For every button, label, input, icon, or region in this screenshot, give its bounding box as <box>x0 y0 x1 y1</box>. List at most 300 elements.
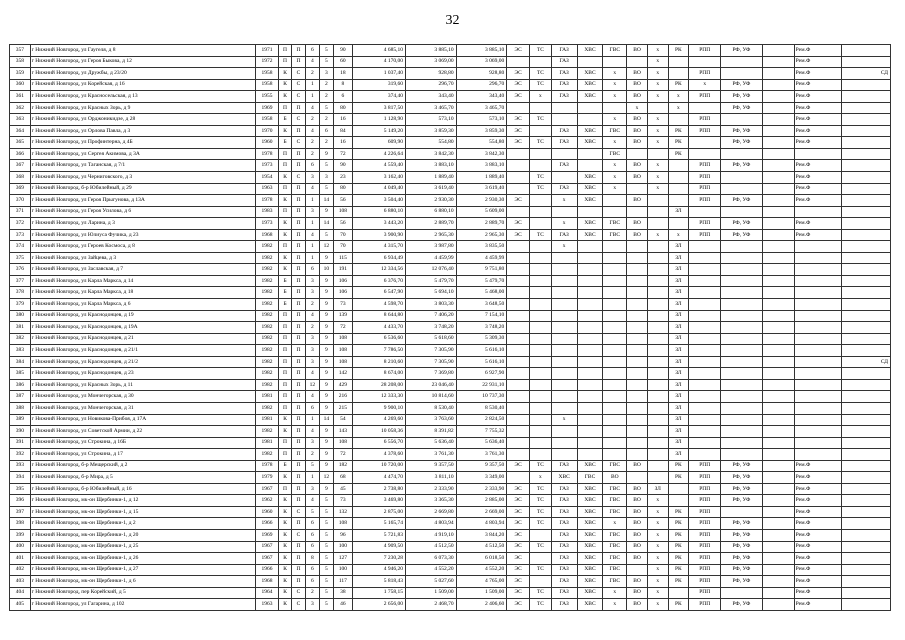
table-cell: РПП <box>689 483 721 495</box>
table-cell: РФ, УФ <box>721 125 762 137</box>
table-cell <box>721 206 762 218</box>
table-cell: 2 824,50 <box>456 414 507 426</box>
table-cell: П <box>292 45 305 57</box>
table-cell <box>507 310 530 322</box>
table-cell: 1982 <box>256 264 279 276</box>
table-cell <box>530 195 552 207</box>
table-cell: 4 803,94 <box>456 518 507 530</box>
table-cell: Рем.Ф <box>794 472 842 484</box>
table-cell: 4 378,60 <box>353 449 406 461</box>
table-cell: П <box>278 437 291 449</box>
table-cell: 90 <box>333 160 353 172</box>
table-cell <box>842 160 891 172</box>
table-cell: 182 <box>333 460 353 472</box>
table-cell <box>762 183 794 195</box>
table-cell <box>689 356 721 368</box>
table-cell: К <box>278 125 291 137</box>
table-cell: г Нижний Новгород, мк-он Щербинки-1, д 27 <box>30 564 255 576</box>
table-cell: С <box>292 599 305 611</box>
table-cell: П <box>292 287 305 299</box>
table-row <box>10 333 891 345</box>
table-cell: К <box>278 264 291 276</box>
table-cell <box>794 241 842 253</box>
table-cell <box>530 160 552 172</box>
table-cell: х <box>647 541 668 553</box>
table-cell <box>721 310 762 322</box>
table-cell: 3 811,10 <box>405 472 456 484</box>
table-cell: 362 <box>10 102 31 114</box>
table-cell: ВО <box>627 114 648 126</box>
table-cell: П <box>292 275 305 287</box>
table-cell <box>551 426 577 438</box>
table-cell: С <box>292 114 305 126</box>
table-cell <box>842 368 891 380</box>
table-cell <box>721 449 762 461</box>
table-cell: х <box>647 137 668 149</box>
table-cell: 9 <box>320 368 333 380</box>
table-cell <box>842 125 891 137</box>
table-cell: РФ, УФ <box>721 576 762 588</box>
table-cell: 1982 <box>256 252 279 264</box>
table-cell <box>530 437 552 449</box>
table-cell: 369 <box>10 183 31 195</box>
table-cell: г Нижний Новгород, ул Краснодонцев, д 19 <box>30 310 255 322</box>
table-cell: 374,40 <box>353 91 406 103</box>
table-cell: 1969 <box>256 102 279 114</box>
table-cell <box>530 333 552 345</box>
table-cell: К <box>278 426 291 438</box>
table-cell <box>689 322 721 334</box>
table-cell: РПП <box>689 45 721 57</box>
table-cell: 12 <box>305 379 319 391</box>
table-cell: К <box>278 252 291 264</box>
table-cell: 1968 <box>256 229 279 241</box>
table-cell: РПП <box>689 506 721 518</box>
table-cell: 377 <box>10 275 31 287</box>
table-cell: 5 <box>320 56 333 68</box>
table-cell: ХВС <box>577 541 603 553</box>
table-cell: х <box>647 599 668 611</box>
table-cell: х <box>603 68 627 80</box>
table-cell <box>842 495 891 507</box>
table-cell: г Нижний Новгород, мк-он Щербинки-1, д 6 <box>30 576 255 588</box>
table-cell <box>842 45 891 57</box>
table-cell <box>842 56 891 68</box>
table-cell: ХВС <box>577 137 603 149</box>
table-cell <box>762 68 794 80</box>
table-cell <box>603 241 627 253</box>
table-cell: РК <box>668 472 689 484</box>
table-cell <box>721 183 762 195</box>
table-cell: П <box>278 483 291 495</box>
table-cell: К <box>278 576 291 588</box>
table-row <box>10 449 891 461</box>
table-cell <box>762 252 794 264</box>
table-cell: 429 <box>333 379 353 391</box>
table-cell <box>577 379 603 391</box>
table-cell: С <box>292 137 305 149</box>
table-cell <box>794 379 842 391</box>
table-cell <box>603 449 627 461</box>
table-cell: 9 <box>320 356 333 368</box>
table-cell: Рем.Ф <box>794 137 842 149</box>
table-cell <box>530 102 552 114</box>
table-cell: РПП <box>689 160 721 172</box>
table-cell: С <box>292 172 305 184</box>
table-cell <box>794 333 842 345</box>
table-cell: ЭС <box>507 460 530 472</box>
table-cell: К <box>278 506 291 518</box>
table-cell: П <box>278 102 291 114</box>
table-cell: 28 208,00 <box>353 379 406 391</box>
table-cell: ХВС <box>577 483 603 495</box>
table-cell: РК <box>668 125 689 137</box>
table-cell <box>842 195 891 207</box>
table-cell <box>721 287 762 299</box>
table-cell: 10 058,36 <box>353 426 406 438</box>
table-cell <box>668 218 689 230</box>
table-cell: 5 <box>320 518 333 530</box>
table-cell: 9 <box>320 402 333 414</box>
table-cell: 90 <box>333 45 353 57</box>
table-cell: 2 669,80 <box>405 506 456 518</box>
table-cell: РПП <box>689 460 721 472</box>
table-cell: РФ, УФ <box>721 495 762 507</box>
table-row <box>10 356 891 368</box>
table-cell: ЭС <box>507 483 530 495</box>
table-cell: х <box>603 114 627 126</box>
table-cell: 6 073,30 <box>405 553 456 565</box>
table-cell: 8 530,40 <box>405 402 456 414</box>
page-number: 32 <box>445 13 460 28</box>
table-cell <box>647 391 668 403</box>
table-cell <box>721 414 762 426</box>
table-cell: 9 357,50 <box>405 460 456 472</box>
table-cell <box>668 68 689 80</box>
table-cell: 2 468,70 <box>405 599 456 611</box>
table-cell: 9 <box>320 426 333 438</box>
table-cell: 1981 <box>256 391 279 403</box>
table-cell: 3 748,20 <box>456 322 507 334</box>
table-cell: 4 919,10 <box>405 529 456 541</box>
table-cell: 3 465,70 <box>405 102 456 114</box>
table-cell: П <box>292 56 305 68</box>
table-cell <box>842 460 891 472</box>
table-row <box>10 264 891 276</box>
table-cell: 2 <box>305 68 319 80</box>
table-cell: ЭС <box>507 599 530 611</box>
table-cell <box>530 414 552 426</box>
table-cell: 2 965,30 <box>456 229 507 241</box>
table-cell: Рем.Ф <box>794 529 842 541</box>
table-cell: 73 <box>333 495 353 507</box>
table-cell: 2 <box>320 79 333 91</box>
table-cell <box>577 56 603 68</box>
table-cell: 5 <box>320 599 333 611</box>
table-cell: 1978 <box>256 148 279 160</box>
table-cell: 4 909,50 <box>353 541 406 553</box>
table-cell: 398 <box>10 518 31 530</box>
table-cell <box>762 495 794 507</box>
table-cell <box>603 264 627 276</box>
table-cell: ВО <box>627 160 648 172</box>
table-cell <box>507 472 530 484</box>
table-cell: ХВС <box>577 229 603 241</box>
table-cell <box>577 264 603 276</box>
table-cell: 1 <box>305 218 319 230</box>
table-cell: 100 <box>333 564 353 576</box>
table-cell: 2 <box>305 148 319 160</box>
table-cell: 319,60 <box>353 79 406 91</box>
table-cell <box>577 160 603 172</box>
table-cell: 1978 <box>256 460 279 472</box>
table-cell: 1960 <box>256 506 279 518</box>
table-cell: ВО <box>627 576 648 588</box>
table-cell <box>762 529 794 541</box>
table-cell: 1 <box>305 79 319 91</box>
table-cell: Рем.Ф <box>794 587 842 599</box>
table-cell: 12 <box>320 241 333 253</box>
table-cell <box>689 206 721 218</box>
table-cell: П <box>278 183 291 195</box>
table-cell: 296,70 <box>456 79 507 91</box>
table-cell: ТС <box>530 541 552 553</box>
table-cell: 108 <box>333 518 353 530</box>
table-cell: 7 786,50 <box>353 345 406 357</box>
table-cell <box>794 264 842 276</box>
table-cell: х <box>668 102 689 114</box>
table-cell: х <box>551 218 577 230</box>
table-cell: 3 465,70 <box>456 102 507 114</box>
table-cell: ЭС <box>507 506 530 518</box>
table-cell <box>627 241 648 253</box>
table-cell: К <box>278 553 291 565</box>
table-cell: ГАЗ <box>551 137 577 149</box>
table-cell <box>551 356 577 368</box>
table-cell <box>794 299 842 311</box>
table-cell <box>762 426 794 438</box>
table-cell: Рем.Ф <box>794 576 842 588</box>
table-cell <box>603 356 627 368</box>
table-row <box>10 148 891 160</box>
table-cell: 9 <box>320 379 333 391</box>
table-cell: РФ, УФ <box>721 518 762 530</box>
table-cell <box>721 426 762 438</box>
table-cell: ХВС <box>577 576 603 588</box>
table-cell <box>842 414 891 426</box>
table-cell: 371 <box>10 206 31 218</box>
table-row <box>10 56 891 68</box>
table-cell: ГВС <box>603 564 627 576</box>
table-cell: ТС <box>530 45 552 57</box>
table-cell: г Нижний Новгород, б-р Юбилейный, д 29 <box>30 183 255 195</box>
table-cell: 7 305,90 <box>405 345 456 357</box>
table-cell: РПП <box>689 125 721 137</box>
table-cell: 2 <box>305 322 319 334</box>
table-cell: г Нижний Новгород, ул Красных Зорь, д 11 <box>30 379 255 391</box>
table-cell: 1960 <box>256 137 279 149</box>
table-cell: 3 885,10 <box>405 45 456 57</box>
table-row <box>10 79 891 91</box>
table-cell: 1967 <box>256 553 279 565</box>
table-cell: х <box>530 472 552 484</box>
table-cell <box>762 148 794 160</box>
table-cell: ГАЗ <box>551 79 577 91</box>
table-cell <box>551 206 577 218</box>
table-cell: ГВС <box>603 495 627 507</box>
table-cell: ВО <box>627 518 648 530</box>
table-cell: 3 443,20 <box>353 218 406 230</box>
table-row <box>10 206 891 218</box>
table-cell <box>842 299 891 311</box>
table-cell: 4 459,99 <box>456 252 507 264</box>
table-cell <box>842 218 891 230</box>
table-cell: ХВС <box>577 506 603 518</box>
table-cell: ЭС <box>507 79 530 91</box>
table-cell <box>647 449 668 461</box>
table-cell: 393 <box>10 460 31 472</box>
table-cell: 12 333,30 <box>353 391 406 403</box>
table-row <box>10 587 891 599</box>
table-cell: 6 <box>305 160 319 172</box>
table-cell: 96 <box>333 529 353 541</box>
table-row <box>10 437 891 449</box>
table-cell <box>551 310 577 322</box>
table-cell <box>577 368 603 380</box>
table-cell: Б <box>278 460 291 472</box>
table-cell: П <box>292 553 305 565</box>
table-cell: П <box>292 460 305 472</box>
table-row <box>10 506 891 518</box>
table-cell: РФ, УФ <box>721 541 762 553</box>
table-cell: П <box>278 368 291 380</box>
table-cell: г Нижний Новгород, ул Мончегорская, д 31 <box>30 402 255 414</box>
table-cell: г Нижний Новгород, ул Гагарина, д 102 <box>30 599 255 611</box>
table-cell: С <box>292 79 305 91</box>
table-cell: 403 <box>10 576 31 588</box>
table-cell: ЗЛ <box>668 391 689 403</box>
table-cell: ВО <box>627 460 648 472</box>
table-cell: г Нижний Новгород, ул Зайцева, д 3 <box>30 252 255 264</box>
table-cell: 3 842,30 <box>405 148 456 160</box>
table-cell: С <box>292 91 305 103</box>
table-cell: 1968 <box>256 576 279 588</box>
table-cell: г Нижний Новгород, мк-он Щербинки-1, д 15 <box>30 506 255 518</box>
table-cell <box>762 160 794 172</box>
table-cell <box>577 310 603 322</box>
table-cell <box>507 172 530 184</box>
table-cell <box>530 287 552 299</box>
table-cell <box>647 195 668 207</box>
table-cell: 5 <box>320 541 333 553</box>
table-cell: 4 <box>305 56 319 68</box>
table-cell <box>762 206 794 218</box>
table-cell: 56 <box>333 218 353 230</box>
table-cell <box>842 322 891 334</box>
table-cell: г Нижний Новгород, ул Советской Армии, д 22 <box>30 426 255 438</box>
table-cell: 5 479,70 <box>405 275 456 287</box>
table-cell: ЭС <box>507 91 530 103</box>
table-cell <box>647 252 668 264</box>
table-cell <box>577 102 603 114</box>
table-cell: Рем.Ф <box>794 183 842 195</box>
table-cell <box>577 241 603 253</box>
table-cell: 5 <box>320 183 333 195</box>
table-cell: 1982 <box>256 379 279 391</box>
table-cell <box>842 79 891 91</box>
table-cell: 6 547,90 <box>353 287 406 299</box>
table-cell <box>603 379 627 391</box>
table-cell: ЗЛ <box>668 437 689 449</box>
table-cell: 2 <box>320 91 333 103</box>
table-cell <box>794 275 842 287</box>
table-cell: ВО <box>627 587 648 599</box>
table-cell: 2 <box>305 299 319 311</box>
table-cell: 2 <box>305 137 319 149</box>
table-cell: 6 934,49 <box>353 252 406 264</box>
table-cell <box>794 402 842 414</box>
table-cell: П <box>278 449 291 461</box>
table-row <box>10 275 891 287</box>
table-cell <box>603 437 627 449</box>
table-cell: 5 165,74 <box>353 518 406 530</box>
table-cell <box>794 426 842 438</box>
table-cell: 1958 <box>256 79 279 91</box>
table-cell <box>689 391 721 403</box>
table-cell: 6 <box>305 45 319 57</box>
table-cell: г Нижний Новгород, ул Орлова Павла, д 3 <box>30 125 255 137</box>
table-cell <box>842 506 891 518</box>
table-cell: 358 <box>10 56 31 68</box>
table-cell: ГАЗ <box>551 183 577 195</box>
table-cell: 5 <box>320 553 333 565</box>
table-cell <box>530 576 552 588</box>
table-cell: г Нижний Новгород, ул Новикова-Прибоя, д 17А <box>30 414 255 426</box>
table-cell <box>507 102 530 114</box>
table-cell: РПП <box>689 529 721 541</box>
table-cell: х <box>647 172 668 184</box>
table-cell: 360 <box>10 79 31 91</box>
table-cell: ВО <box>627 125 648 137</box>
table-cell: 72 <box>333 322 353 334</box>
table-cell: 5 694,10 <box>405 287 456 299</box>
table-cell: х <box>647 564 668 576</box>
table-cell <box>721 506 762 518</box>
table-cell: ВО <box>627 172 648 184</box>
table-cell: х <box>689 79 721 91</box>
table-cell: 1954 <box>256 172 279 184</box>
table-cell <box>668 195 689 207</box>
table-cell: ТС <box>530 183 552 195</box>
table-cell: х <box>647 576 668 588</box>
table-cell <box>530 275 552 287</box>
table-cell: ЭС <box>507 518 530 530</box>
table-cell: 70 <box>333 241 353 253</box>
table-cell: П <box>292 483 305 495</box>
table-cell: РК <box>668 529 689 541</box>
table-cell <box>647 356 668 368</box>
table-cell: х <box>647 553 668 565</box>
table-cell <box>530 310 552 322</box>
table-cell <box>530 56 552 68</box>
table-cell: 376 <box>10 264 31 276</box>
table-cell: 9 <box>320 333 333 345</box>
table-cell: 5 <box>320 587 333 599</box>
table-cell: 378 <box>10 287 31 299</box>
table-cell: ХВС <box>577 518 603 530</box>
table-cell <box>647 206 668 218</box>
table-cell <box>530 264 552 276</box>
